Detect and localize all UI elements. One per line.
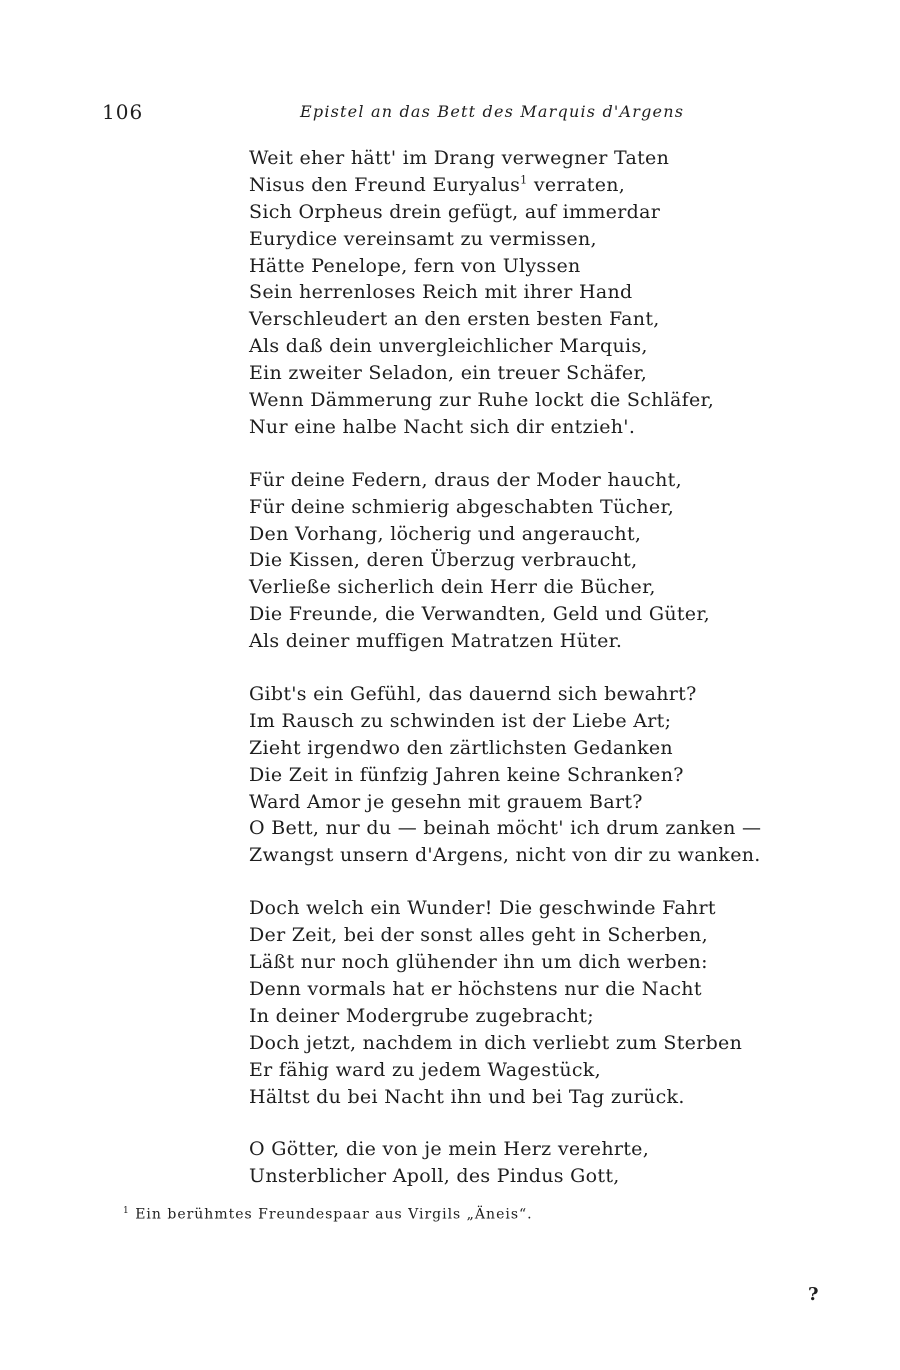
verse-line: Hätte Penelope, fern von Ulyssen [249, 254, 581, 277]
verse-line: Als daß dein unvergleichlicher Marquis, [249, 335, 648, 358]
footnote-text: Ein berühmtes Freundespaar aus Virgils „Äneis“. [135, 1206, 533, 1223]
verse-line-tail: verraten, [527, 173, 626, 196]
verse-line: Doch welch ein Wunder! Die geschwinde Fahrt [249, 897, 716, 920]
verse-line: In deiner Modergrube zugebracht; [249, 1004, 594, 1027]
poem [249, 145, 849, 1216]
catchword: ? [808, 1284, 819, 1305]
verse-line: Zwangst unsern d'Argens, nicht von dir zu wanken. [249, 844, 761, 867]
verse-line: Die Freunde, die Verwandten, Geld und Güter, [249, 603, 710, 626]
verse-line-with-footnote [249, 172, 849, 199]
verse-line: Die Zeit in fünfzig Jahren keine Schranken? [249, 763, 684, 786]
verse-line: Im Rausch zu schwinden ist der Liebe Art; [249, 709, 672, 732]
verse-line: Läßt nur noch glühender ihn um dich werben: [249, 951, 708, 974]
verse-line: Die Kissen, deren Überzug verbraucht, [249, 549, 638, 572]
stanza-1 [249, 145, 849, 441]
footnote [123, 1206, 533, 1223]
verse-line: Verließe sicherlich dein Herr die Bücher, [249, 576, 656, 599]
verse-line: Ein zweiter Seladon, ein treuer Schäfer, [249, 362, 648, 385]
verse-line: Wenn Dämmerung zur Ruhe lockt die Schläfer, [249, 389, 715, 412]
footnote-marker: 1 [520, 173, 528, 187]
verse-line: Der Zeit, bei der sonst alles geht in Scherben, [249, 924, 708, 947]
verse-line: Weit eher hätt' im Drang verwegner Taten [249, 147, 670, 169]
footnote-number: 1 [123, 1206, 130, 1216]
verse-line: Hältst du bei Nacht ihn und bei Tag zurück. [249, 1085, 685, 1108]
verse-line: O Götter, die von je mein Herz verehrte, [249, 1138, 650, 1161]
verse-line-text: Nisus den Freund Euryalus [249, 173, 521, 196]
verse-line: Verschleudert an den ersten besten Fant, [249, 308, 660, 331]
running-head: Epistel an das Bett des Marquis d'Argens [300, 102, 685, 121]
verse-line: Als deiner muffigen Matratzen Hüter. [249, 630, 623, 653]
verse-line: Doch jetzt, nachdem in dich verliebt zum Sterben [249, 1031, 743, 1054]
verse-line: Für deine Federn, draus der Moder haucht, [249, 468, 682, 491]
verse-line: Eurydice vereinsamt zu vermissen, [249, 227, 597, 250]
verse-line: Zieht irgendwo den zärtlichsten Gedanken [249, 736, 673, 759]
verse-line: Sein herrenloses Reich mit ihrer Hand [249, 281, 633, 304]
verse-line: O Bett, nur du — beinah möcht' ich drum zanken — [249, 817, 762, 840]
verse-line: Für deine schmierig abgeschabten Tücher, [249, 495, 675, 518]
verse-line: Gibt's ein Gefühl, das dauernd sich bewahrt? [249, 683, 697, 706]
verse-line: Nur eine halbe Nacht sich dir entzieh'. [249, 415, 636, 438]
stanza-4 [249, 895, 849, 1110]
verse-line: Er fähig ward zu jedem Wagestück, [249, 1058, 601, 1081]
verse-line: Ward Amor je gesehn mit grauem Bart? [249, 790, 643, 813]
page-number: 106 [102, 100, 144, 124]
stanza-5 [249, 1136, 849, 1190]
verse-line: Sich Orpheus drein gefügt, auf immerdar [249, 200, 661, 223]
verse-line: Den Vorhang, löcherig und angeraucht, [249, 522, 642, 545]
verse-line: Denn vormals hat er höchstens nur die Nacht [249, 977, 702, 1000]
stanza-3 [249, 681, 849, 869]
stanza-2 [249, 467, 849, 655]
verse-line: Unsterblicher Apoll, des Pindus Gott, [249, 1165, 620, 1188]
